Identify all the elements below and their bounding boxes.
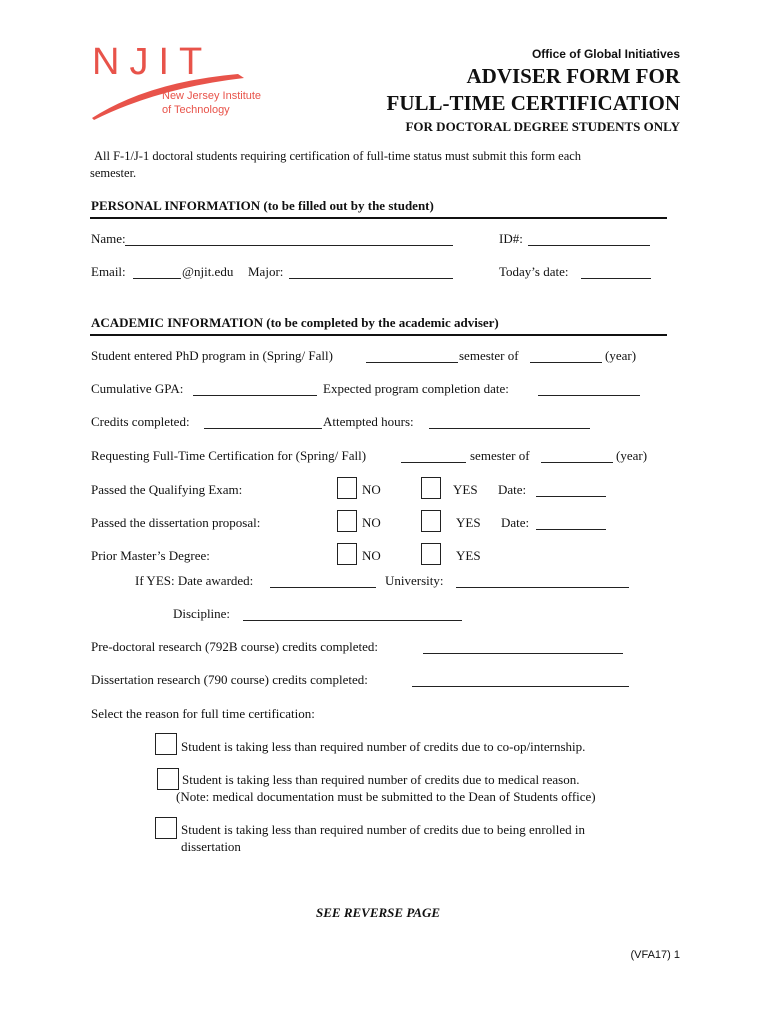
intro-line2: semester. (90, 166, 137, 180)
requesting-term-underline (401, 462, 466, 463)
qualifying-exam-label: Passed the Qualifying Exam: (91, 482, 243, 497)
masters-yes-checkbox[interactable] (421, 543, 441, 565)
date-awarded-underline (270, 587, 376, 588)
date-awarded-label: If YES: Date awarded: (135, 573, 254, 588)
university-label: University: (385, 573, 444, 588)
credits-completed-label: Credits completed: (91, 414, 190, 429)
proposal-no-label: NO (362, 515, 381, 530)
proposal-yes-label: YES (456, 515, 481, 530)
qualifying-yes-checkbox[interactable] (421, 477, 441, 499)
entered-program-label: Student entered PhD program in (Spring/ Fall) (91, 348, 333, 363)
today-date-underline (581, 278, 651, 279)
reason-prompt: Select the reason for full time certification: (91, 706, 315, 721)
form-title-line1: ADVISER FORM FOR (466, 64, 680, 88)
name-label: Name: (91, 231, 126, 246)
completion-date-field[interactable] (540, 380, 638, 394)
njit-logo-letters: NJIT (92, 41, 213, 83)
proposal-date-underline (536, 529, 606, 530)
proposal-date-field[interactable] (537, 514, 605, 528)
major-label: Major: (248, 264, 284, 279)
email-label: Email: (91, 264, 126, 279)
qualifying-yes-label: YES (453, 482, 478, 497)
predoc-credits-field[interactable] (425, 638, 621, 652)
form-subtitle: FOR DOCTORAL DEGREE STUDENTS ONLY (405, 119, 680, 134)
dissertation-proposal-label: Passed the dissertation proposal: (91, 515, 261, 530)
gpa-label: Cumulative GPA: (91, 381, 184, 396)
name-field[interactable] (128, 230, 450, 244)
form-code: (VFA17) 1 (630, 949, 680, 961)
personal-heading: PERSONAL INFORMATION (to be filled out by the student) (91, 198, 434, 213)
intro-line1: All F-1/J-1 doctoral students requiring certification of full-time status must submit this form each (94, 149, 582, 163)
proposal-date-label: Date: (501, 515, 530, 530)
dissertation-credits-underline (412, 686, 629, 687)
dissertation-credits-field[interactable] (414, 671, 627, 685)
email-domain: @njit.edu (182, 264, 234, 279)
gpa-underline (193, 395, 317, 396)
attempted-hours-field[interactable] (431, 413, 588, 427)
proposal-no-checkbox[interactable] (337, 510, 357, 532)
requesting-year-underline (541, 462, 613, 463)
reason-coop-text: Student is taking less than required number of credits due to co-op/internship. (181, 739, 586, 754)
date-awarded-field[interactable] (272, 572, 374, 586)
requesting-semester-of: semester of (470, 448, 530, 463)
reason-dissertation-text: Student is taking less than required number of credits due to being enrolled in (181, 822, 585, 837)
today-date-label: Today’s date: (499, 264, 569, 279)
completion-date-underline (538, 395, 640, 396)
masters-no-checkbox[interactable] (337, 543, 357, 565)
completion-date-label: Expected program completion date: (323, 381, 509, 396)
attempted-hours-underline (429, 428, 590, 429)
university-field[interactable] (458, 572, 627, 586)
qualifying-date-label: Date: (498, 482, 527, 497)
email-field[interactable] (134, 263, 180, 277)
requesting-year-label: (year) (616, 448, 648, 463)
credits-completed-underline (204, 428, 322, 429)
major-field[interactable] (291, 263, 451, 277)
today-date-field[interactable] (582, 263, 650, 277)
reason-medical-checkbox[interactable] (157, 768, 179, 790)
id-underline (528, 245, 650, 246)
entered-term-field[interactable] (368, 347, 456, 361)
reason-dissertation-checkbox[interactable] (155, 817, 177, 839)
requesting-label: Requesting Full-Time Certification for (Spring/ Fall) (91, 448, 367, 463)
entered-term-underline (366, 362, 458, 363)
entered-year-field[interactable] (531, 347, 601, 361)
njit-logo-line1: New Jersey Institute (162, 90, 262, 102)
reason-medical-note: (Note: medical documentation must be submitted to the Dean of Students office) (176, 789, 596, 804)
masters-no-label: NO (362, 548, 381, 563)
masters-yes-label: YES (456, 548, 481, 563)
academic-heading: ACADEMIC INFORMATION (to be completed by the academic adviser) (91, 315, 499, 330)
qualifying-no-checkbox[interactable] (337, 477, 357, 499)
qualifying-no-label: NO (362, 482, 381, 497)
entered-year-underline (530, 362, 602, 363)
requesting-term-field[interactable] (402, 447, 465, 461)
name-underline (125, 245, 453, 246)
requesting-year-field[interactable] (542, 447, 612, 461)
reason-dissertation-text-cont: dissertation (181, 839, 241, 854)
njit-logo-line2: of Technology (162, 104, 230, 116)
reason-medical-text: Student is taking less than required number of credits due to medical reason. (182, 772, 580, 787)
form-title-line2: FULL-TIME CERTIFICATION (386, 91, 680, 115)
predoc-credits-underline (423, 653, 623, 654)
see-reverse-page: SEE REVERSE PAGE (316, 905, 441, 920)
predoc-credits-label: Pre-doctoral research (792B course) credits completed: (91, 639, 378, 654)
office-name: Office of Global Initiatives (531, 47, 680, 61)
personal-heading-rule (90, 217, 667, 219)
entered-year-label: (year) (605, 348, 637, 363)
qualifying-date-underline (536, 496, 606, 497)
academic-heading-rule (90, 334, 667, 336)
major-underline (289, 278, 453, 279)
university-underline (456, 587, 629, 588)
discipline-label: Discipline: (173, 606, 231, 621)
id-field[interactable] (530, 230, 648, 244)
entered-semester-of: semester of (459, 348, 519, 363)
reason-coop-checkbox[interactable] (155, 733, 177, 755)
qualifying-date-field[interactable] (537, 481, 605, 495)
njit-logo (88, 42, 278, 122)
discipline-underline (243, 620, 462, 621)
prior-masters-label: Prior Master’s Degree: (91, 548, 210, 563)
gpa-field[interactable] (195, 380, 315, 394)
proposal-yes-checkbox[interactable] (421, 510, 441, 532)
email-underline (133, 278, 181, 279)
dissertation-credits-label: Dissertation research (790 course) credits completed: (91, 672, 368, 687)
discipline-field[interactable] (245, 605, 460, 619)
attempted-hours-label: Attempted hours: (323, 414, 414, 429)
credits-completed-field[interactable] (206, 413, 320, 427)
id-label: ID#: (499, 231, 523, 246)
